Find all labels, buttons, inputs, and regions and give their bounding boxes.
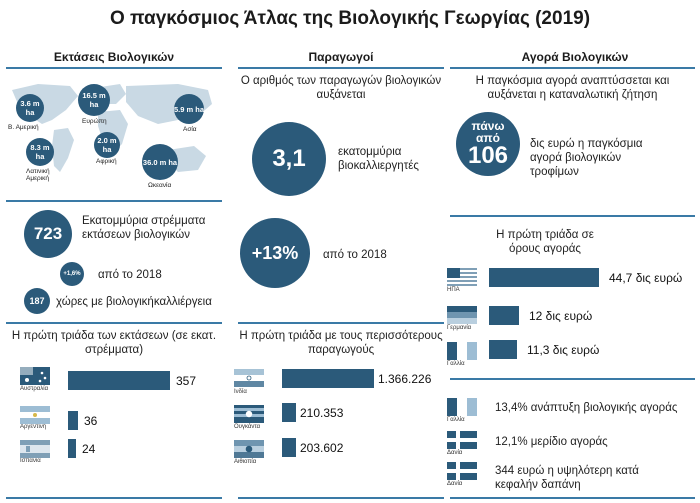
country-label: Γαλλία <box>447 361 465 367</box>
total-area-circle: 723 <box>24 210 72 258</box>
bar-value-label: 36 <box>84 414 98 428</box>
country-label: Αυστραλία <box>20 386 49 392</box>
market-circle-top: πάνω από <box>471 119 505 145</box>
region-oceania-bubble: 36.0 m ha <box>142 144 178 180</box>
producers-count-text: εκατομμύρια βιοκαλλιεργητές <box>338 146 419 172</box>
total-area-text: Εκατομμύρια στρέμματα εκτάσεων βιολογικών <box>82 215 206 241</box>
market-fact-text: 344 ευρώ η υψηλότερη κατά κεφαλήν δαπάνη <box>495 465 639 491</box>
region-latin-america-label: Λατινική Αμερική <box>26 168 50 182</box>
bar-value-label: 210.353 <box>300 406 344 420</box>
countries-text: χώρες με βιολογικήκαλλιέργεια <box>56 296 212 308</box>
divider <box>450 378 695 380</box>
producers-growth-text: από το 2018 <box>323 249 387 261</box>
column-header-market: Αγορά Βιολογικών <box>521 50 629 64</box>
region-africa-label: Αφρική <box>96 158 117 165</box>
flag-argentina <box>20 406 50 429</box>
region-europe-bubble: 16.5 m ha <box>78 84 110 116</box>
market-circle-text: δις ευρώ η παγκόσμια αγορά βιολογικών τροφίμων <box>530 138 643 178</box>
market-fact-text: 12,1% μερίδιο αγοράς <box>495 436 608 448</box>
area-growth-circle: +1,6% <box>60 262 84 286</box>
region-oceania-label: Ωκεανία <box>148 182 172 189</box>
producers-growth-circle: +13% <box>240 218 310 288</box>
country-label: Ισπανία <box>20 458 41 464</box>
region-asia-bubble: 5.9 m ha <box>174 94 204 124</box>
producers-count-circle: 3,1 <box>252 122 326 196</box>
bar <box>282 438 296 457</box>
bar-value-label: 203.602 <box>300 441 344 455</box>
bar-value-label: 44,7 δις ευρώ <box>609 271 683 285</box>
divider <box>450 215 695 217</box>
region-latin-america-bubble: 8.3 m ha <box>26 138 54 166</box>
bar-value-label: 1.366.226 <box>378 372 432 386</box>
market-circle <box>456 112 520 176</box>
region-north-america-bubble: 3.6 m ha <box>16 94 44 122</box>
bar <box>68 371 170 390</box>
country-label: Δανία <box>447 481 463 487</box>
bar <box>489 306 519 325</box>
countries-circle: 187 <box>24 288 50 314</box>
divider <box>238 322 444 324</box>
bar <box>68 439 76 458</box>
divider <box>450 67 695 69</box>
bar-value-label: 24 <box>82 442 96 456</box>
bar-value-label: 11,3 δις ευρώ <box>527 343 600 357</box>
country-label: ΗΠΑ <box>447 287 460 293</box>
bar <box>282 369 374 388</box>
divider <box>6 322 222 324</box>
divider <box>6 497 222 499</box>
area-growth-text: από το 2018 <box>98 269 162 281</box>
bar <box>489 340 517 359</box>
region-asia-label: Ασία <box>183 126 197 133</box>
market-headline: Η παγκόσμια αγορά αναπτύσσεται και αυξάνεται η καταναλωτική ζήτηση <box>475 75 670 101</box>
flag-spain <box>20 440 50 463</box>
divider <box>6 200 222 202</box>
producers-headline: Ο αριθμός των παραγωγών βιολογικών αυξάνεται <box>240 75 442 101</box>
producers-top3-title: Η πρώτη τριάδα με τους περισσότερους παραγωγούς <box>239 330 443 356</box>
areas-top3-title: Η πρώτη τριάδα των εκτάσεων (σε εκατ. στρέμματα) <box>11 330 217 356</box>
column-header-areas: Εκτάσεις Βιολογικών <box>53 50 175 64</box>
market-fact-text: 13,4% ανάπτυξη βιολογικής αγοράς <box>495 402 678 414</box>
divider <box>450 497 695 499</box>
country-label: Αιθιοπία <box>234 459 257 465</box>
page-title: Ο παγκόσμιος Άτλας της Βιολογικής Γεωργίας (2019) <box>109 8 591 29</box>
column-header-producers: Παραγωγοί <box>308 50 374 64</box>
country-label: Δανία <box>447 450 463 456</box>
bar <box>68 411 78 430</box>
market-top3-title: Η πρώτη τριάδα σε όρους αγοράς <box>496 229 594 255</box>
divider <box>238 497 444 499</box>
region-africa-bubble: 2.0 m ha <box>94 132 120 158</box>
country-label: Ινδία <box>234 389 247 395</box>
bar <box>489 268 599 287</box>
divider <box>6 67 222 69</box>
world-map <box>8 80 220 195</box>
bar-value-label: 12 δις ευρώ <box>529 309 593 323</box>
bar <box>282 403 296 422</box>
country-label: Ουγκάντα <box>234 424 261 430</box>
region-europe-label: Ευρώπη <box>82 118 107 125</box>
country-label: Γερμανία <box>447 325 472 331</box>
region-north-america-label: Β. Αμερική <box>8 124 39 131</box>
country-label: Αργεντινή <box>20 424 47 430</box>
country-label: Γαλλία <box>447 417 465 423</box>
divider <box>238 67 444 69</box>
market-circle-value: 106 <box>467 142 509 169</box>
bar-value-label: 357 <box>176 374 197 388</box>
